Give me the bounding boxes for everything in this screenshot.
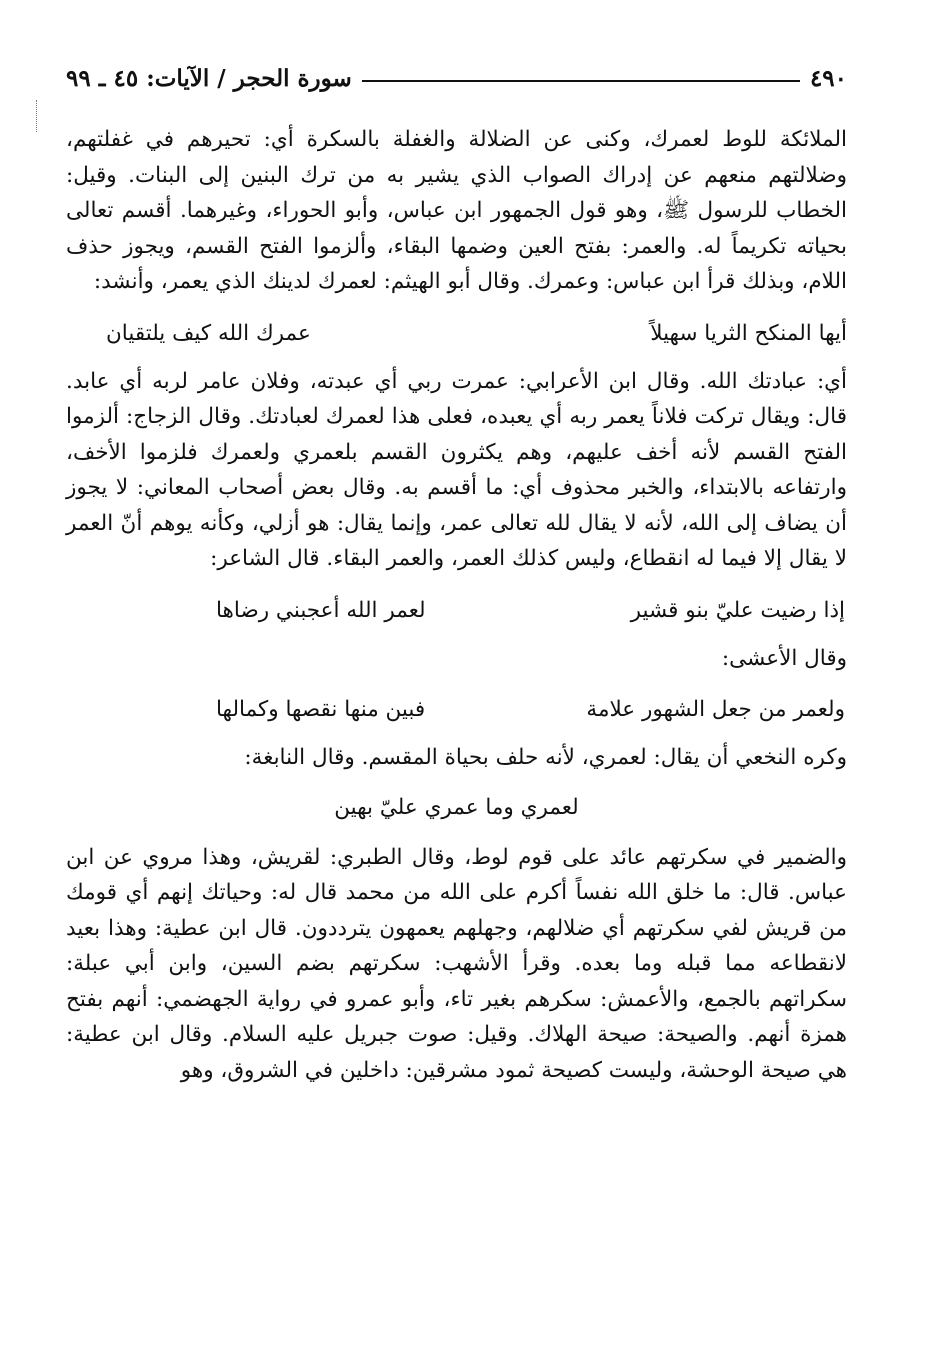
verse-line [66,591,847,631]
page-number: ٤٩٠ [809,65,847,92]
verse-single-hemistich: لعمري وما عمري عليّ بهين [334,794,579,820]
running-title: سورة الحجر / الآيات: ٤٥ ـ ٩٩ [66,65,352,92]
paragraph: وكره النخعي أن يقال: لعمري، لأنه حلف بحياة المقسم. وقال النابغة: [244,745,847,770]
verse-first-hemistich: أيها المنكح الثريا سهيلاً [650,320,847,346]
verse-first-hemistich: إذا رضيت عليّ بنو قشير [630,597,845,623]
verse-first-hemistich: ولعمر من جعل الشهور علامة [586,697,845,722]
verse-line [66,788,847,828]
paragraph: والضمير في سكرتهم عائد على قوم لوط، وقال الطبري: لقريش، وهذا مروي عن ابن عباس. قال: ما خلق الله نفساً أكرم على الله من محمد قال له: وحياتك إنهم أي قومك من قريش لفي سكرتهم أي ضلالهم، وجهلهم يعمهون يترددون. قال ابن عطية: وهذا بعيد لانقطاعه مما قبله وما بعده. وقرأ الأشهب: سكرتهم بضم السين، وابن أبي عبلة: سكراتهم بالجمع، والأعمش: سكرهم بغير تاء، وأبو عمرو في رواية الجهضمي: أنهم بفتح همزة أنهم. والصيحة: صيحة الهلاك. وقيل: صوت جبريل عليه السلام. وقال ابن عطية: هي صيحة الوحشة، وليست كصيحة ثمود مشرقين: داخلين في الشروق، وهو [66,844,847,1083]
margin-mark [36,100,39,132]
page-header [66,60,847,96]
verse-second-hemistich: عمرك الله كيف يلتقيان [106,320,311,346]
paragraph: أي: عبادتك الله. وقال ابن الأعرابي: عمرت ربي أي عبدته، وفلان عامر لربه أي عابد. قال: ويقال تركت فلاناً يعمر ربه أي يعبده، فعلى هذا لعمرك لعبادتك. وقال الزجاج: ألزموا الفتح القسم لأنه أخف عليهم، وهم يكثرون القسم بلعمري ولعمرك فلزموا الأخف، وارتفاعه بالابتداء، والخبر محذوف أي: ما أقسم به. وقال بعض أصحاب المعاني: لا يجوز أن يضاف إلى الله، لأنه لا يقال لله تعالى عمر، وإنما يقال: هو أزلي، وكأنه يوهم أنّ العمر لا يقال إلا فيما له انقطاع، وليس كذلك العمر، والعمر البقاء. قال الشاعر: [66,368,847,571]
paragraph: الملائكة للوط لعمرك، وكنى عن الضلالة والغفلة بالسكرة أي: تحيرهم في غفلتهم، وضلالتهم منعهم عن إدراك الصواب الذي يشير به من ترك البنين إلى البنات. وقيل: الخطاب للرسول ﷺ، وهو قول الجمهور ابن عباس، وأبو الحوراء، وغيرهما. أقسم تعالى بحياته تكريماً له. والعمر: بفتح العين وضمها البقاء، وألزموا الفتح القسم، ويجوز حذف اللام، وبذلك قرأ ابن عباس: وعمرك. وقال أبو الهيثم: لعمرك لدينك الذي يعمر، وأنشد: [66,127,847,294]
verse-second-hemistich: فبين منها نقصها وكمالها [216,697,426,722]
page-body [66,122,847,1088]
verse-second-hemistich: لعمر الله أعجبني رضاها [216,597,426,623]
verse-line [66,314,847,354]
header-rule [362,80,800,82]
paragraph: وقال الأعشى: [721,645,847,671]
verse-line [66,690,847,730]
